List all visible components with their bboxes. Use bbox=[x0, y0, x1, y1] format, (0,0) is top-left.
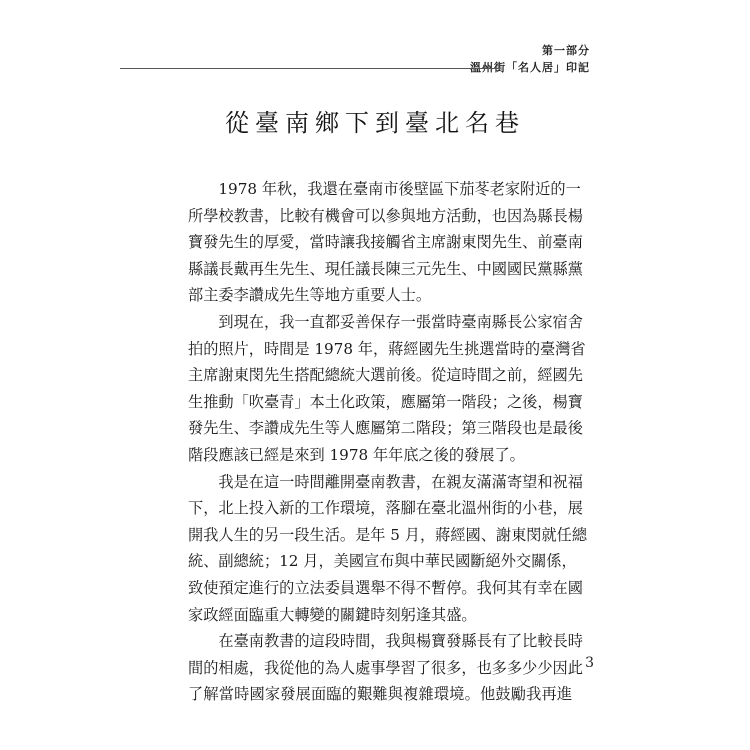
text-line: 致使預定進行的立法委員選舉不得不暫停。我何其有幸在國 bbox=[188, 578, 583, 597]
running-head bbox=[470, 42, 590, 76]
text-line: 在臺南教書的這段時間，我與楊寶發縣長有了比較長時 bbox=[218, 632, 583, 651]
running-head-subtitle: 溫州街「名人居」印記 bbox=[470, 61, 590, 74]
paragraph bbox=[188, 469, 588, 629]
chapter-title: 從臺南鄉下到臺北名巷 bbox=[225, 109, 525, 137]
text-line: 部主委李讚成先生等地方重要人士。 bbox=[188, 286, 431, 305]
text-line: 到現在，我一直都妥善保存一張當時臺南縣長公家宿舍 bbox=[218, 312, 583, 331]
page-number: 3 bbox=[585, 655, 594, 671]
paragraph bbox=[188, 309, 586, 469]
text-line: 階段應該已經是來到 1978 年年底之後的發展了。 bbox=[188, 445, 525, 464]
text-line: 了解當時國家發展面臨的艱難與複雜環境。他鼓勵我再進 bbox=[188, 685, 572, 704]
text-line: 所學校教書，比較有機會可以參與地方活動，也因為縣長楊 bbox=[188, 206, 583, 225]
paragraph bbox=[188, 628, 583, 708]
text-line: 1978 年秋，我還在臺南市後壁區下茄苳老家附近的一 bbox=[218, 180, 581, 198]
text-line: 寶發先生的厚愛，當時讓我接觸省主席謝東閔先生、前臺南 bbox=[188, 233, 583, 252]
text-line: 拍的照片，時間是 1978 年，蔣經國先生挑選當時的臺灣省 bbox=[188, 339, 586, 358]
text-line: 我是在這一時間離開臺南教書，在親友滿滿寄望和祝福 bbox=[218, 472, 583, 491]
text-line: 縣議長戴再生先生、現任議長陳三元先生、中國國民黨縣黨 bbox=[188, 259, 583, 278]
paragraph bbox=[188, 176, 583, 309]
body-text bbox=[188, 176, 588, 708]
text-line: 家政經面臨重大轉變的關鍵時刻躬逢其盛。 bbox=[188, 605, 477, 624]
running-head-part: 第一部分 bbox=[542, 44, 590, 57]
text-line: 發先生、李讚成先生等人應屬第二階段；第三階段也是最後 bbox=[188, 419, 583, 438]
text-line: 生推動「吹臺青」本土化政策，應屬第一階段；之後，楊寶 bbox=[188, 392, 583, 411]
text-line: 間的相處，我從他的為人處事學習了很多，也多多少少因此 bbox=[188, 658, 583, 677]
text-line: 統、副總統；12 月，美國宣布與中華民國斷絕外交關係， bbox=[188, 552, 577, 571]
text-line: 下，北上投入新的工作環境，落腳在臺北溫州街的小巷，展 bbox=[188, 499, 583, 518]
header-rule bbox=[120, 68, 500, 69]
text-line: 主席謝東閔先生搭配總統大選前後。從這時間之前，經國先 bbox=[188, 366, 583, 385]
text-line: 開我人生的另一段生活。是年 5 月，蔣經國、謝東閔就任總 bbox=[188, 525, 588, 544]
